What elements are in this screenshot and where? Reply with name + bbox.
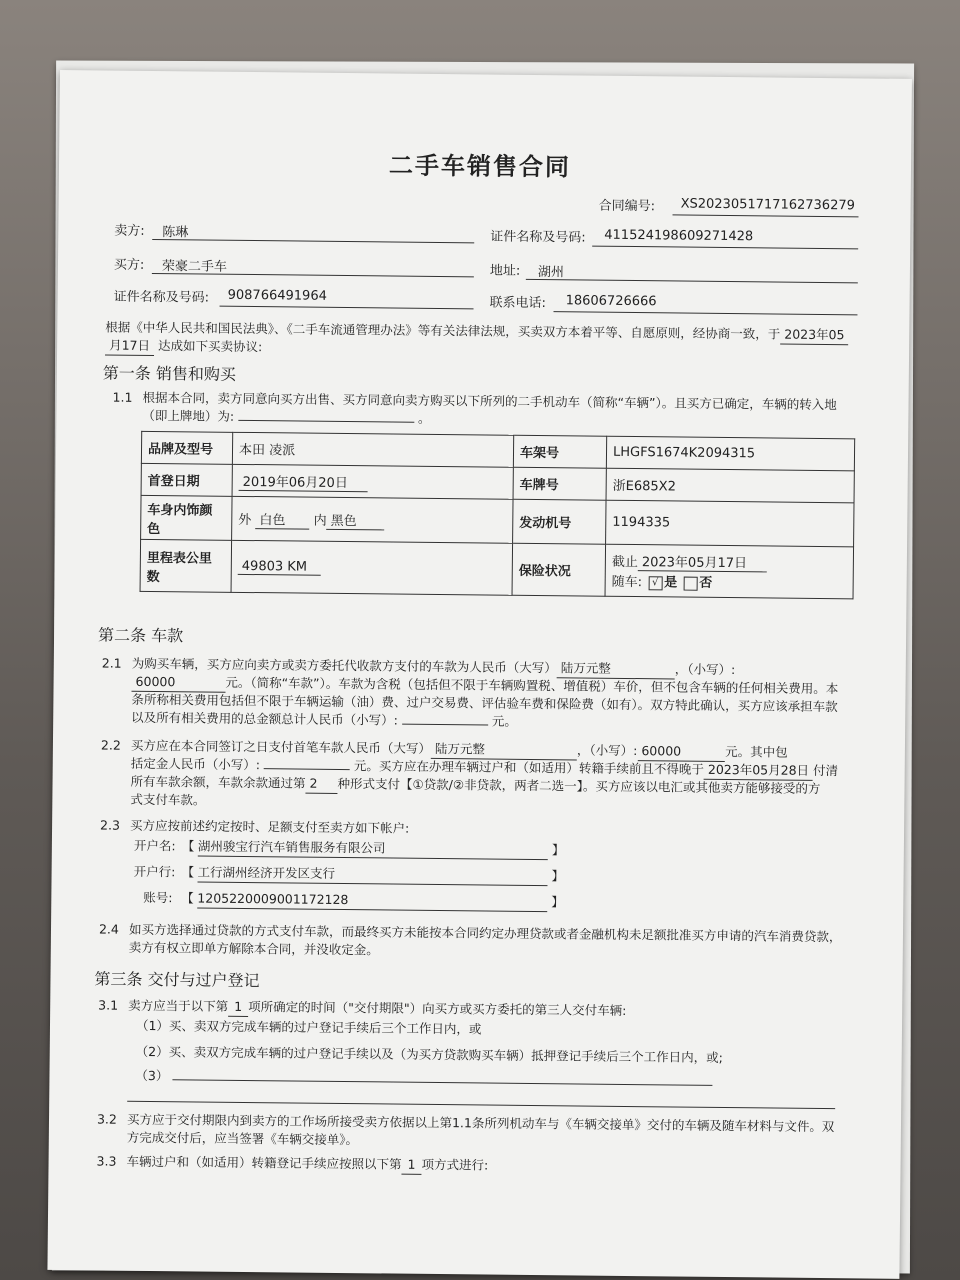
brand-value: 本田 凌派 — [232, 432, 513, 467]
address-value: 湖州 — [537, 265, 564, 281]
section1-line2: （即上牌地）为: 。 — [142, 407, 431, 426]
brand-label: 品牌及型号 — [141, 431, 232, 464]
p21-line1: 为购买车辆，买方应向卖方或卖方委托代收款方支付的车款为人民币（大写） 陆万元整 ，（小写）: — [132, 655, 736, 680]
plate-label: 车牌号 — [513, 467, 606, 500]
phone-value: 18606726666 — [565, 293, 657, 310]
section3-heading: 第三条 交付与过户登记 — [94, 969, 260, 991]
contract-title: 二手车销售合同 — [388, 151, 572, 182]
inner-color: 黑色 — [327, 509, 385, 530]
mileage-cell — [231, 540, 513, 595]
color-label: 车身内饰颜 色 — [141, 495, 232, 540]
yes-checkbox[interactable]: √ — [648, 576, 662, 590]
account-no-label: 账号: — [143, 889, 173, 906]
section1-heading: 第一条 销售和购买 — [102, 363, 237, 384]
mileage-label: 里程表公里 数 — [140, 539, 232, 592]
p31-num: 3.1 — [98, 997, 119, 1013]
p32-line1: 买方应于交付期限内到卖方的工作场所接受卖方依据以上第1.1条所列机动车与《车辆交接单》交付的车辆及随车材料与文件。双 — [126, 1111, 835, 1135]
buyer-value: 荣豪二手车 — [161, 259, 228, 275]
p22-line1: 买方应在本合同签订之日支付首笔车款人民币（大写） 陆万元整 ，（小写）: 60000 元。其中包 — [131, 737, 788, 763]
p23-num: 2.3 — [100, 817, 121, 833]
plate-value: 浙E685X2 — [606, 468, 854, 503]
insurance-label: 保险状况 — [512, 543, 606, 596]
p33-line1: 车辆过户和（如适用）转籍登记手续应按照以下第 1 项方式进行: — [126, 1153, 488, 1176]
acct-bracket-l: 【 — [181, 890, 194, 906]
holder-bracket-l: 【 — [181, 838, 195, 854]
engine-value: 1194335 — [606, 500, 854, 547]
p22-num: 2.2 — [100, 737, 121, 753]
p22-line4: 式支付车款。 — [130, 791, 206, 808]
p21-line4: 以及所有相关费用的总金额总计人民币（小写）: 元。 — [131, 709, 518, 729]
section1-line1: 根据本合同，卖方同意向买方出售、买方同意向卖方购买以下所列的二手机动车（简称“车辆”）。且买方已确定，车辆的转入地 — [142, 389, 837, 413]
p23-line1: 买方应按前述约定按时、足额支付至卖方如下帐户: — [130, 817, 410, 836]
p31-option1: （1）买、卖双方完成车辆的过户登记手续后三个工作日内，或 — [135, 1017, 482, 1037]
holder-bracket-r: 】 — [551, 842, 565, 858]
p21-line3: 条所称相关费用包括但不限于车辆运输（油）费、过户交易费、评估验车费和保险费（如有）。双方特此确认，买方应该承担车款 — [131, 691, 838, 715]
no-checkbox[interactable] — [683, 576, 697, 590]
bank-bracket-l: 【 — [181, 864, 195, 880]
vin-value: LHGFS1674K2094315 — [606, 436, 854, 471]
account-holder-value: 湖州骏宝行汽车销售服务有限公司 — [198, 837, 548, 860]
buyer-id-label: 证件名称及号码: — [113, 289, 210, 306]
p21-line2: 60000 元。（简称“车款”）。车款为含税（包括但不限于车辆购置税、增值税）车价，但不包含车辆的任何相关费用。本 — [131, 673, 838, 699]
section1-num: 1.1 — [112, 389, 133, 405]
p21-num: 2.1 — [101, 655, 122, 671]
buyer-label: 买方: — [113, 257, 145, 273]
p24-num: 2.4 — [98, 921, 119, 937]
account-no-value: 1205220009001172128 — [197, 889, 547, 912]
vehicle-info-table — [140, 431, 856, 599]
p22-line3: 所有车款余额，车款余款通过第 2 种形式支付【①贷款/②非贷款，两者二选一】。买方应该以电汇或其他卖方能够接受的方 — [130, 773, 821, 797]
seller-id-value: 411524198609271428 — [604, 227, 754, 245]
seller-id-label: 证件名称及号码: — [490, 229, 586, 246]
vin-label: 车架号 — [513, 435, 606, 468]
p24-line1: 如买方选择通过贷款的方式支付车款，而最终买方未能按本合同约定办理贷款或者金融机构未足额批准买方申请的汽车消费贷款， — [128, 921, 842, 945]
contract-page — [47, 70, 912, 1279]
p31-line1: 卖方应当于以下第 1 项所确定的时间（"交付期限"）向买方或买方委托的第三人交付车辆: — [128, 997, 627, 1018]
contract-no-value: XS2023051717162736279 — [680, 196, 856, 214]
address-label: 地址: — [489, 263, 521, 279]
seller-label: 卖方: — [114, 223, 145, 239]
mileage-value: 49803 KM — [238, 558, 321, 575]
first-reg-label: 首登日期 — [141, 463, 232, 496]
outer-color: 白色 — [255, 509, 309, 530]
account-holder-label: 开户名: — [133, 837, 176, 854]
contract-no-label: 合同编号: — [598, 198, 656, 215]
bank-value: 工行湖州经济开发区支行 — [197, 863, 547, 886]
phone-label: 联系电话: — [489, 295, 547, 312]
seller-value: 陈琳 — [162, 225, 189, 241]
buyer-id-value: 908766491964 — [227, 287, 327, 304]
p24-line2: 卖方有权立即单方解除本合同，并没收定金。 — [128, 939, 379, 958]
bank-label: 开户行: — [133, 863, 176, 880]
engine-label: 发动机号 — [513, 499, 606, 544]
preamble-line2: 月17日 达成如下买卖协议: — [105, 336, 262, 357]
preamble-line1: 根据《中华人民共和国民法典》、《二手车流通管理办法》等有关法律法规，买卖双方本着平等、自愿原则，经协商一致，于 2023年05 — [105, 318, 848, 345]
acct-bracket-r: 】 — [551, 894, 564, 910]
p32-line2: 方完成交付后，应当签署《车辆交接单》。 — [126, 1129, 359, 1148]
insurance-date: 2023年05月17日 — [638, 551, 767, 572]
p32-num: 3.2 — [96, 1111, 117, 1127]
first-reg-value: 2019年06月20日 — [239, 470, 368, 491]
p22-line2: 括定金人民币（小写）: 元。买方应在办理车辆过户和（如适用）转籍手续前且不得晚于 2023年05月28日 付清 — [131, 755, 839, 781]
insurance-cell: 截止 2023年05月17日 随车: √ 是 否 — [605, 544, 854, 599]
p31-option2: （2）买、卖双方完成车辆的过户登记手续以及（为买方贷款购买车辆）抵押登记手续后三个工作日内，或; — [135, 1043, 723, 1065]
p33-num: 3.3 — [96, 1153, 117, 1169]
p31-option3: （3） — [135, 1067, 712, 1091]
color-cell: 外 白色 内 黑色 — [232, 496, 513, 543]
first-reg-cell — [232, 464, 513, 499]
section2-heading: 第二条 车款 — [97, 625, 184, 646]
bank-bracket-r: 】 — [551, 868, 565, 884]
